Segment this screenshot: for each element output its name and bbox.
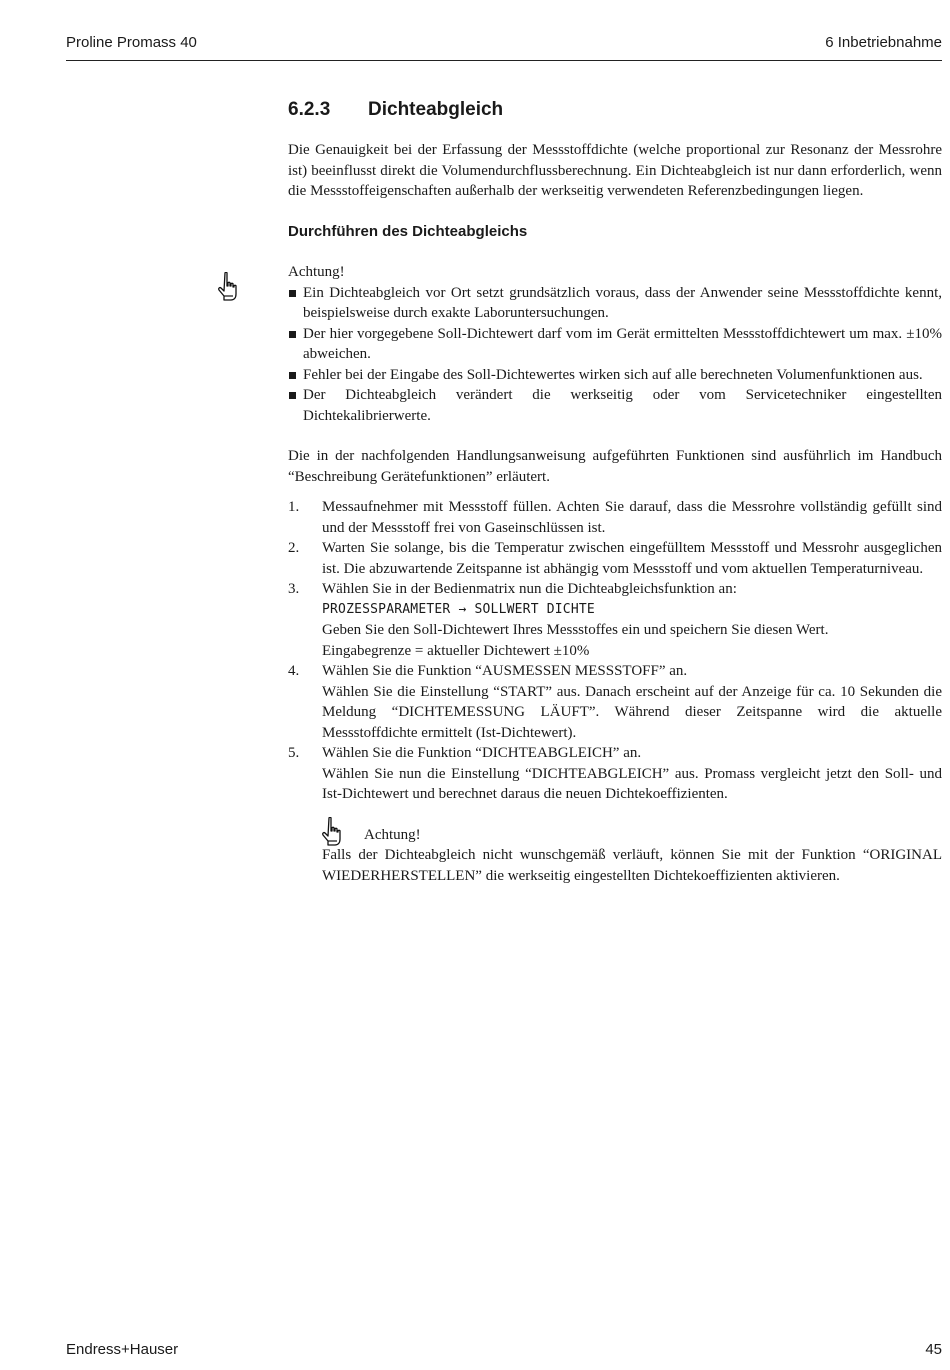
subheading: Durchführen des Dichteabgleichs: [288, 222, 528, 240]
step-item: [288, 538, 942, 579]
step-item: [288, 497, 942, 538]
section-title: Dichteabgleich: [368, 99, 504, 120]
step-item: [288, 579, 942, 661]
step-number: 3.: [288, 581, 300, 597]
page-footer: [66, 1341, 942, 1363]
header-chapter-title: 6 Inbetriebnahme: [825, 34, 942, 51]
caution-title: Achtung!: [364, 826, 421, 843]
caution-block-2: [322, 825, 942, 887]
step-text: Wählen Sie die Funktion “AUSMESSEN MESSSTOFF” an.: [322, 663, 688, 679]
footer-brand: Endress+Hauser: [66, 1341, 179, 1358]
instructions-intro: Die in der nachfolgenden Handlungsanweisung aufgeführten Funktionen sind ausführlich im Handbuch “Beschreibung Gerätefunktionen” erläutert.: [288, 448, 942, 485]
step-text: Wählen Sie in der Bedienmatrix nun die Dichteabgleichsfunktion an:: [322, 581, 737, 597]
step-item: [288, 743, 942, 805]
bullet-item: Fehler bei der Eingabe des Soll-Dichtewertes wirken sich auf alle berechneten Volumenfunktionen aus.: [288, 365, 942, 386]
steps-list: [288, 497, 942, 805]
pointing-hand-icon: [216, 272, 238, 302]
step-text: Warten Sie solange, bis die Temperatur zwischen eingefülltem Messstoff und Messrohr ausgeglichen ist. Die abzuwartende Zeitspanne ist abhängig vom Messstoff und vom aktuellen Temperaturniveau.: [322, 540, 942, 577]
step-text: Eingabegrenze = aktueller Dichtewert ±10%: [322, 642, 590, 659]
step-text: Wählen Sie die Funktion “DICHTEABGLEICH” an.: [322, 745, 642, 761]
intro-paragraph: Die Genauigkeit bei der Erfassung der Messstoffdichte (welche proportional zur Resonanz der Messrohre ist) beeinflusst direkt die Volumendurchflussberechnung. Ein Dichteabgleich ist nur dann erforderlich, wenn die Messstoffeigenschaften außerhalb der werkseitig verwendeten Referenzbedingungen liegen.: [288, 142, 942, 199]
section-number: 6.2.3: [288, 99, 331, 120]
bullet-square-icon: [289, 392, 296, 399]
bullet-item: Der Dichteabgleich verändert die werkseitig oder vom Servicetechniker eingestellten Dichtekalibrierwerte.: [288, 385, 942, 426]
caution-bullet-list: [288, 283, 942, 427]
page-header: [66, 32, 942, 61]
bullet-square-icon: [289, 372, 296, 379]
step-text: Geben Sie den Soll-Dichtewert Ihres Messstoffes ein und speichern Sie diesen Wert.: [322, 622, 829, 638]
caution-block: [288, 262, 942, 426]
step-text: Wählen Sie die Einstellung “START” aus. Danach erscheint auf der Anzeige für ca. 10 Sekunden die Meldung “DICHTEMESSUNG LÄUFT”. Während dieser Zeitspanne wird die aktuelle Messstoffdichte ermittelt (Ist-Dichtewert).: [322, 683, 942, 741]
bullet-square-icon: [289, 331, 296, 338]
pointing-hand-icon: [320, 817, 342, 847]
header-product-name: Proline Promass 40: [66, 34, 197, 51]
caution-title: Achtung!: [288, 264, 345, 280]
caution-text: Falls der Dichteabgleich nicht wunschgemäß verläuft, können Sie mit der Funktion “ORIGINAL WIEDERHERSTELLEN” die werkseitig eingestellten Dichtekoeffizienten aktivieren.: [322, 847, 942, 884]
step-number: 5.: [288, 745, 300, 761]
step-number: 2.: [288, 540, 300, 556]
main-content: [288, 96, 942, 886]
menu-path: PROZESSPARAMETER → SOLLWERT DICHTE: [322, 601, 595, 617]
step-text: Messaufnehmer mit Messstoff füllen. Achten Sie darauf, dass die Messrohre vollständig gefüllt sind und der Messstoff frei von Gaseinschlüssen ist.: [322, 499, 942, 536]
step-text: Wählen Sie nun die Einstellung “DICHTEABGLEICH” aus. Promass vergleicht jetzt den Soll- und Ist-Dichtewert und berechnet daraus die neuen Dichtekoeffizienten.: [322, 765, 942, 802]
bullet-item: Der hier vorgegebene Soll-Dichtewert darf vom im Gerät ermittelten Messstoffdichtewert um max. ±10% abweichen.: [288, 324, 942, 365]
step-number: 4.: [288, 663, 300, 679]
page-number: 45: [925, 1341, 942, 1358]
step-number: 1.: [288, 499, 300, 515]
section-heading: [288, 96, 942, 124]
bullet-item: Ein Dichteabgleich vor Ort setzt grundsätzlich voraus, dass der Anwender seine Messstoffdichte kennt, beispielsweise durch exakte Laboruntersuchungen.: [288, 283, 942, 324]
bullet-square-icon: [289, 290, 296, 297]
step-item: [288, 661, 942, 743]
